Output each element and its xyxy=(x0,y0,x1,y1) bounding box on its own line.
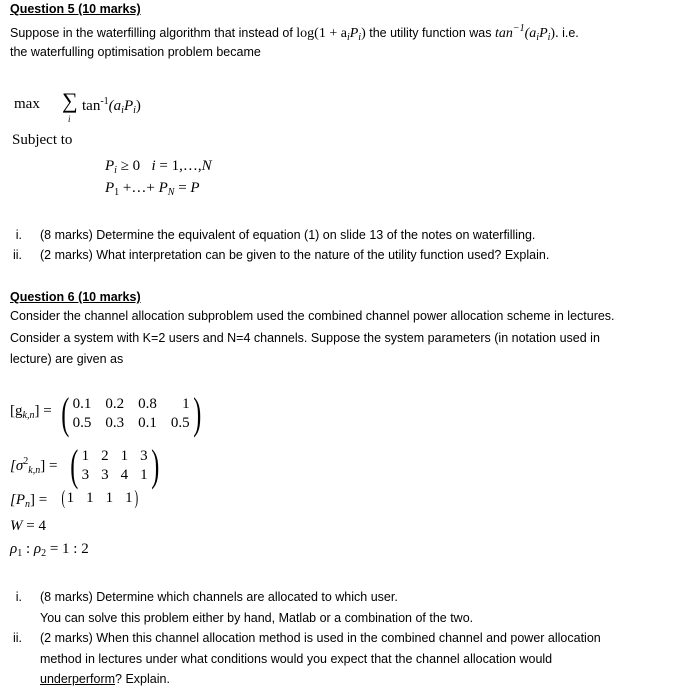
sum-index: i xyxy=(68,114,71,124)
power-vector: ( 1 1 1 1 ) xyxy=(61,487,138,509)
constraint-total-power: $P_1$ +…+ $P_N = P$ xyxy=(105,180,200,198)
noise-matrix-label: $[\sigma^2_{k,n}]$ = xyxy=(10,456,58,476)
question-6-intro-line-2: Consider a system with K=2 users and N=4 channels. Suppose the system parameters (in notation used in xyxy=(10,331,600,345)
q6-part-ii-line-2: method in lectures under what conditions would you expect that the channel allocation would xyxy=(40,652,553,666)
q6-part-i xyxy=(0,590,398,604)
gain-matrix: ( 0.1 0.2 0.8 1 0.5 0.3 0.1 0.5 ) xyxy=(61,389,202,438)
list-marker: i. xyxy=(15,228,22,242)
rate-ratio-line: $\rho_1$ : $\rho_2 = 1$ : 2 xyxy=(10,541,89,559)
q6-part-ii-line-3: underperform? Explain. xyxy=(40,672,170,686)
power-vector-values: 1 1 1 1 xyxy=(66,489,133,506)
underlined-word: underperform xyxy=(40,672,116,686)
question-5-heading: Question 5 (10 marks) xyxy=(10,2,141,16)
subject-to-label: Subject to xyxy=(12,132,73,148)
ie-text: i.e. xyxy=(558,26,579,40)
part-text: (8 marks) Determine which channels are allocated to which user. xyxy=(40,590,398,604)
q5-part-ii xyxy=(0,248,549,262)
part-text: (2 marks) What interpretation can be given to the nature of the utility function used? Explain. xyxy=(40,248,550,262)
question-5-intro-line-1 xyxy=(10,23,579,43)
gain-matrix-values: 0.1 0.2 0.8 1 0.5 0.3 0.1 0.5 xyxy=(72,396,190,431)
question-6-intro-line-1: Consider the channel allocation subproblem used the combined channel power allocation scheme in lectures. xyxy=(10,309,615,323)
question-6-heading: Question 6 (10 marks) xyxy=(10,290,141,304)
q6-part-ii xyxy=(0,631,601,645)
question-6-intro-line-3: lecture) are given as xyxy=(10,352,124,366)
sum-symbol: ∑ xyxy=(62,88,78,113)
q5-part-i xyxy=(0,228,535,242)
constraint-nonnegative: $P_i \ge 0$ i = 1,…,N xyxy=(105,158,212,176)
noise-matrix: ( 1 2 1 3 3 3 4 1 ) xyxy=(70,441,160,490)
list-marker: ii. xyxy=(12,631,22,645)
part-text: (8 marks) Determine the equivalent of equation (1) on slide 13 of the notes on waterfilling. xyxy=(40,228,536,242)
arctan-expression: $\tan^{-1}(a_iP_i)$. xyxy=(494,23,559,43)
bandwidth-line: W = 4 xyxy=(10,518,46,534)
list-marker: ii. xyxy=(12,248,22,262)
q6-part-i-line-2: You can solve this problem either by hand, Matlab or a combination of the two. xyxy=(40,611,474,625)
log-expression: $\log(1 + a_iP_i)$ xyxy=(296,26,366,43)
noise-matrix-values: 1 2 1 3 3 3 4 1 xyxy=(81,448,148,483)
objective-max: max xyxy=(14,96,40,112)
intro-text-2: the utility function was xyxy=(365,26,495,40)
question-5-intro-line-2: the waterfulling optimisation problem became xyxy=(10,45,261,59)
list-marker: i. xyxy=(15,590,22,604)
gain-matrix-label: $[g_{k,n}]$ = xyxy=(10,403,52,421)
intro-text: Suppose in the waterfilling algorithm that instead of xyxy=(10,26,297,40)
part-text: (2 marks) When this channel allocation method is used in the combined channel and power allocation xyxy=(40,631,601,645)
power-vector-label: $[P_n]$ = xyxy=(10,492,48,510)
objective-function: $\tan^{-1}(a_iP_i)$ xyxy=(82,96,141,116)
